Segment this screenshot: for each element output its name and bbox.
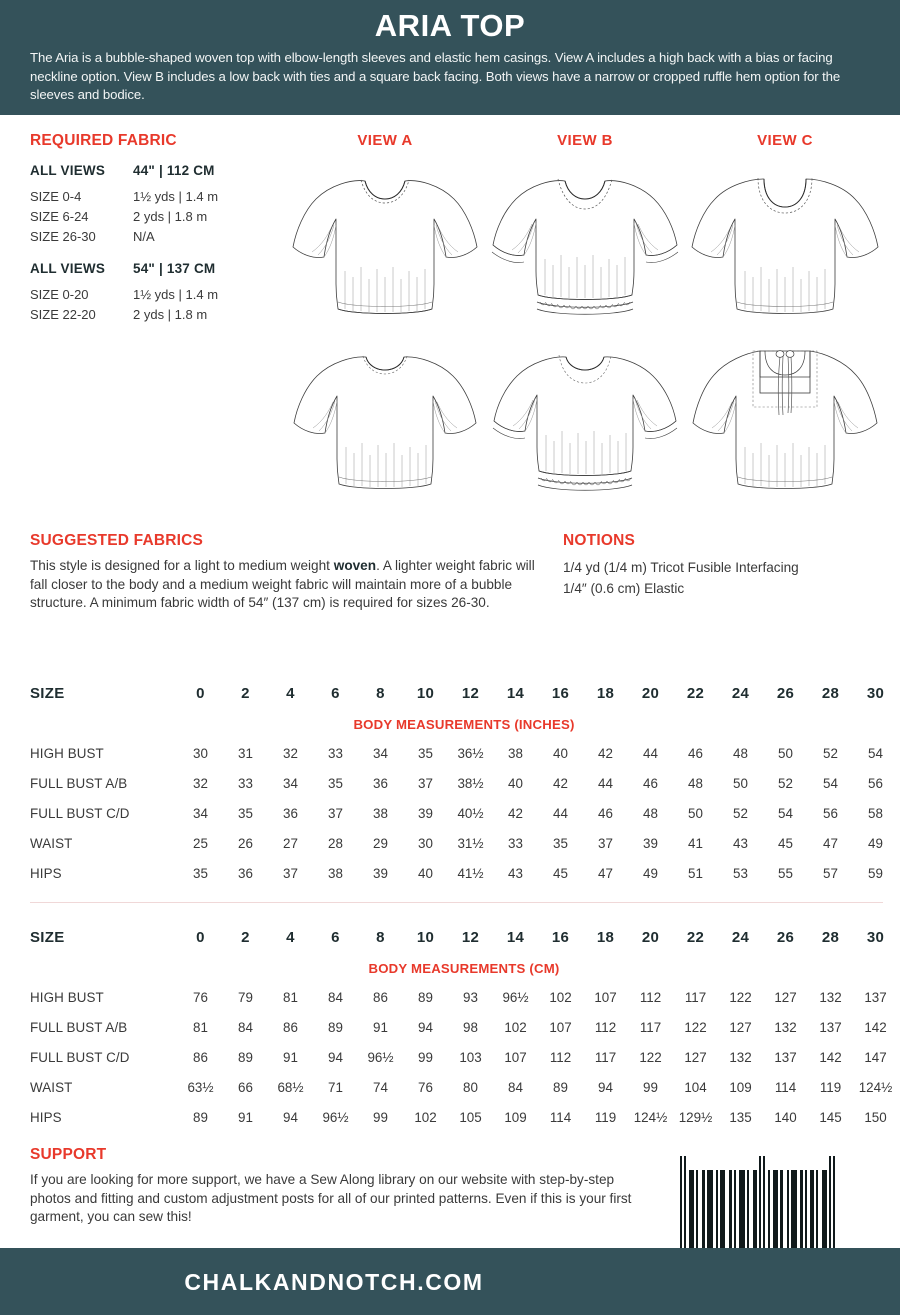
fabric-row [30, 285, 280, 305]
cell: 44 [553, 805, 568, 821]
cell: 37 [598, 835, 613, 851]
cell: 26 [238, 835, 253, 851]
page-title: ARIA TOP [374, 8, 526, 43]
view-label-b: VIEW B [557, 132, 613, 149]
table-row [30, 982, 898, 1012]
cell: 34 [283, 775, 298, 791]
size-col: 28 [821, 684, 840, 702]
cell: 122 [684, 1019, 707, 1035]
suggested-fabrics-heading: SUGGESTED FABRICS [30, 532, 204, 549]
size-col: 0 [196, 684, 205, 702]
cell: 40 [508, 775, 523, 791]
cell: 47 [598, 865, 613, 881]
table-row [30, 768, 898, 798]
cell: 81 [283, 989, 298, 1005]
size-col: 12 [461, 928, 480, 946]
cell: 51 [688, 865, 703, 881]
size-col: 20 [641, 928, 660, 946]
top-line-drawing-c-front [690, 159, 880, 329]
notions-heading: NOTIONS [563, 532, 636, 549]
size-col: 14 [506, 928, 525, 946]
size-column-label: SIZE [30, 928, 65, 946]
cell: 127 [729, 1019, 752, 1035]
size-col: 24 [731, 928, 750, 946]
cell: 91 [283, 1049, 298, 1065]
cell: 145 [819, 1109, 842, 1125]
cell: 46 [598, 805, 613, 821]
fabric-group-label: ALL VIEWS [30, 261, 106, 276]
suggested-fabrics-text [30, 557, 535, 613]
suggested-fabrics-section [30, 532, 535, 613]
size-col: 10 [416, 928, 435, 946]
support-section [30, 1146, 650, 1227]
cell: 84 [328, 989, 343, 1005]
fabric-size-range: SIZE 22-20 [30, 307, 96, 322]
cell: 109 [504, 1109, 527, 1125]
cell: 57 [823, 865, 838, 881]
cell: 91 [238, 1109, 253, 1125]
cell: 129½ [678, 1109, 713, 1125]
suggested-text-after: . A lighter weight fabric will fall closer to the body and a medium weight fabric will maintain more of a bubble structure. A minimum fabric width of 54″ (137 cm) is required for sizes 26-30. [30, 558, 535, 611]
cell: 31½ [457, 835, 484, 851]
size-col: 2 [241, 928, 250, 946]
size-col: 4 [286, 684, 295, 702]
cell: 54 [868, 745, 883, 761]
fabric-group-header [30, 259, 280, 279]
fabric-size-range: SIZE 0-20 [30, 287, 89, 302]
measurement-label: WAIST [30, 1079, 73, 1095]
table-header-row [30, 676, 898, 710]
cell: 41 [688, 835, 703, 851]
notion-item: 1/4″ (0.6 cm) Elastic [563, 581, 685, 596]
cell: 132 [774, 1019, 797, 1035]
cell: 99 [373, 1109, 388, 1125]
cell: 114 [774, 1079, 797, 1095]
cell: 122 [729, 989, 752, 1005]
cell: 96½ [322, 1109, 349, 1125]
table-header-row [30, 920, 898, 954]
top-line-drawing-a-back [290, 337, 480, 502]
cell: 36 [373, 775, 388, 791]
cell: 76 [193, 989, 208, 1005]
cell: 84 [508, 1079, 523, 1095]
size-col: 22 [686, 684, 705, 702]
back-views-row [285, 337, 885, 502]
size-table-cm [30, 920, 893, 1132]
cell: 89 [553, 1079, 568, 1095]
cell: 33 [238, 775, 253, 791]
view-label-a: VIEW A [357, 132, 413, 149]
size-col: 8 [376, 928, 385, 946]
cell: 74 [373, 1079, 388, 1095]
front-views-row [285, 159, 885, 329]
cell: 105 [459, 1109, 482, 1125]
unit-header-label: BODY MEASUREMENTS (INCHES) [353, 716, 575, 732]
size-col: 16 [551, 928, 570, 946]
size-col: 18 [596, 928, 615, 946]
top-line-drawing-b-front [490, 159, 680, 329]
cell: 48 [643, 805, 658, 821]
top-line-drawing-c-back [690, 337, 880, 502]
cell: 25 [193, 835, 208, 851]
cell: 107 [549, 1019, 572, 1035]
cell: 53 [733, 865, 748, 881]
cell: 52 [733, 805, 748, 821]
cell: 76 [418, 1079, 433, 1095]
cell: 56 [823, 805, 838, 821]
top-line-drawing-a-front [290, 159, 480, 329]
size-col: 26 [776, 928, 795, 946]
cell: 34 [373, 745, 388, 761]
fabric-size-range: SIZE 6-24 [30, 209, 89, 224]
measurement-label: FULL BUST A/B [30, 1019, 128, 1035]
cell: 84 [238, 1019, 253, 1035]
cell: 39 [373, 865, 388, 881]
pattern-description: The Aria is a bubble-shaped woven top with elbow-length sleeves and elastic hem casings. View A includes a high back with a bias or facing neckline option. View B includes a low back with ties and a square back facing. Both views have a narrow or cropped ruffle hem option for the sleeves and bodice. [30, 50, 841, 102]
cell: 48 [688, 775, 703, 791]
cell: 36½ [457, 745, 484, 761]
size-col: 6 [331, 928, 340, 946]
table-row [30, 828, 898, 858]
fabric-yardage: 2 yds | 1.8 m [133, 307, 208, 322]
cell: 58 [868, 805, 883, 821]
cell: 50 [778, 745, 793, 761]
fabric-row [30, 187, 280, 207]
cell: 43 [508, 865, 523, 881]
measurement-label: WAIST [30, 835, 73, 851]
cell: 56 [868, 775, 883, 791]
size-col: 2 [241, 684, 250, 702]
view-label-row [285, 132, 885, 149]
cell: 94 [418, 1019, 433, 1035]
cell: 112 [594, 1019, 617, 1035]
cell: 35 [418, 745, 433, 761]
fabric-group-header [30, 161, 280, 181]
size-col: 24 [731, 684, 750, 702]
cell: 30 [418, 835, 433, 851]
cell: 33 [508, 835, 523, 851]
cell: 35 [328, 775, 343, 791]
table-row [30, 1102, 898, 1132]
cell: 103 [459, 1049, 482, 1065]
cell: 150 [864, 1109, 887, 1125]
support-heading: SUPPORT [30, 1146, 107, 1163]
cell: 32 [193, 775, 208, 791]
measurement-label: HIGH BUST [30, 989, 104, 1005]
cell: 37 [283, 865, 298, 881]
cell: 40 [418, 865, 433, 881]
cell: 147 [864, 1049, 887, 1065]
cell: 49 [868, 835, 883, 851]
view-c-back-figure [685, 337, 885, 502]
cell: 86 [283, 1019, 298, 1035]
table-row [30, 1012, 898, 1042]
cell: 117 [639, 1019, 662, 1035]
size-col: 30 [866, 928, 885, 946]
fabric-size-range: SIZE 0-4 [30, 189, 82, 204]
cell: 142 [864, 1019, 887, 1035]
cell: 98 [463, 1019, 478, 1035]
view-b-back-figure [485, 337, 685, 502]
cell: 122 [639, 1049, 662, 1065]
cell: 27 [283, 835, 298, 851]
size-col: 28 [821, 928, 840, 946]
size-table-inches [30, 676, 883, 888]
unit-header-row [30, 954, 898, 982]
cell: 135 [729, 1109, 752, 1125]
table-row [30, 1072, 898, 1102]
unit-header-label: BODY MEASUREMENTS (CM) [368, 960, 560, 976]
notions-section [563, 532, 883, 599]
cell: 80 [463, 1079, 478, 1095]
fabric-size-range: SIZE 26-30 [30, 229, 96, 244]
cell: 59 [868, 865, 883, 881]
size-col: 12 [461, 684, 480, 702]
unit-header-row [30, 710, 898, 738]
measurement-label: FULL BUST A/B [30, 775, 128, 791]
top-line-drawing-b-back [490, 337, 680, 502]
cell: 45 [778, 835, 793, 851]
suggested-text-bold: woven [333, 558, 377, 573]
size-col: 16 [551, 684, 570, 702]
cell: 36 [283, 805, 298, 821]
notion-item: 1/4 yd (1/4 m) Tricot Fusible Interfacing [563, 560, 799, 575]
table-row [30, 1042, 898, 1072]
cell: 137 [774, 1049, 797, 1065]
size-col: 0 [196, 928, 205, 946]
cell: 36 [238, 865, 253, 881]
measurement-label: HIPS [30, 865, 62, 881]
footer-bar [0, 1250, 900, 1315]
cell: 45 [553, 865, 568, 881]
fabric-row [30, 207, 280, 227]
cell: 48 [733, 745, 748, 761]
cell: 119 [594, 1109, 617, 1125]
cell: 89 [418, 989, 433, 1005]
cell: 38 [373, 805, 388, 821]
cell: 109 [729, 1079, 752, 1095]
cell: 99 [643, 1079, 658, 1095]
fabric-group-label: ALL VIEWS [30, 163, 106, 178]
cell: 30 [193, 745, 208, 761]
fabric-yardage: N/A [133, 229, 155, 244]
cell: 71 [328, 1079, 343, 1095]
size-col: 4 [286, 928, 295, 946]
fabric-row [30, 227, 280, 247]
cell: 132 [729, 1049, 752, 1065]
cell: 107 [504, 1049, 527, 1065]
fabric-yardage: 1½ yds | 1.4 m [133, 287, 219, 302]
cell: 43 [733, 835, 748, 851]
cell: 37 [328, 805, 343, 821]
cell: 94 [328, 1049, 343, 1065]
cell: 89 [328, 1019, 343, 1035]
cell: 102 [549, 989, 572, 1005]
size-col: 10 [416, 684, 435, 702]
view-illustrations-section [285, 132, 885, 502]
size-col: 6 [331, 684, 340, 702]
cell: 39 [418, 805, 433, 821]
cell: 68½ [277, 1079, 304, 1095]
cell: 93 [463, 989, 478, 1005]
cell: 55 [778, 865, 793, 881]
cell: 33 [328, 745, 343, 761]
cell: 137 [819, 1019, 842, 1035]
cell: 107 [594, 989, 617, 1005]
cell: 132 [819, 989, 842, 1005]
size-col: 14 [506, 684, 525, 702]
size-col: 18 [596, 684, 615, 702]
cell: 96½ [367, 1049, 394, 1065]
cell: 140 [774, 1109, 797, 1125]
cell: 124½ [633, 1109, 668, 1125]
cell: 54 [778, 805, 793, 821]
cell: 117 [594, 1049, 617, 1065]
cell: 37 [418, 775, 433, 791]
cell: 86 [373, 989, 388, 1005]
fabric-yardage: 2 yds | 1.8 m [133, 209, 208, 224]
cell: 94 [598, 1079, 613, 1095]
cell: 102 [414, 1109, 437, 1125]
cell: 99 [418, 1049, 433, 1065]
cell: 81 [193, 1019, 208, 1035]
measurement-label: FULL BUST C/D [30, 1049, 130, 1065]
table-divider [30, 902, 883, 903]
cell: 112 [639, 989, 662, 1005]
cell: 40½ [457, 805, 484, 821]
header-banner [0, 0, 900, 115]
fabric-yardage: 1½ yds | 1.4 m [133, 189, 219, 204]
cell: 38 [508, 745, 523, 761]
cell: 63½ [187, 1079, 214, 1095]
cell: 89 [193, 1109, 208, 1125]
fabric-row [30, 305, 280, 325]
cell: 117 [684, 989, 707, 1005]
table-row [30, 738, 898, 768]
cell: 35 [553, 835, 568, 851]
cell: 42 [508, 805, 523, 821]
size-col: 30 [866, 684, 885, 702]
size-column-label: SIZE [30, 684, 65, 702]
support-text: If you are looking for more support, we have a Sew Along library on our website with step-by-step photos and fitting and custom adjustment posts for all of our printed patterns. Even if this is your first garment, you can sew this! [30, 1172, 632, 1225]
required-fabric-section [30, 132, 280, 325]
cell: 28 [328, 835, 343, 851]
cell: 50 [688, 805, 703, 821]
cell: 46 [688, 745, 703, 761]
cell: 127 [684, 1049, 707, 1065]
cell: 127 [774, 989, 797, 1005]
cell: 39 [643, 835, 658, 851]
size-col: 22 [686, 928, 705, 946]
size-col: 26 [776, 684, 795, 702]
cell: 124½ [858, 1079, 893, 1095]
cell: 89 [238, 1049, 253, 1065]
cell: 86 [193, 1049, 208, 1065]
cell: 94 [283, 1109, 298, 1125]
cell: 38 [328, 865, 343, 881]
cell: 50 [733, 775, 748, 791]
cell: 47 [823, 835, 838, 851]
measurement-label: HIPS [30, 1109, 62, 1125]
view-a-front-figure [285, 159, 485, 329]
cell: 35 [238, 805, 253, 821]
cell: 32 [283, 745, 298, 761]
cell: 102 [504, 1019, 527, 1035]
measurement-label: FULL BUST C/D [30, 805, 130, 821]
table-row [30, 858, 898, 888]
cell: 142 [819, 1049, 842, 1065]
size-col: 8 [376, 684, 385, 702]
cell: 119 [819, 1079, 842, 1095]
cell: 44 [643, 745, 658, 761]
cell: 54 [823, 775, 838, 791]
cell: 104 [684, 1079, 707, 1095]
view-b-front-figure [485, 159, 685, 329]
cell: 112 [549, 1049, 572, 1065]
cell: 52 [823, 745, 838, 761]
cell: 137 [864, 989, 887, 1005]
cell: 31 [238, 745, 253, 761]
measurement-label: HIGH BUST [30, 745, 104, 761]
cell: 114 [549, 1109, 572, 1125]
cell: 96½ [502, 989, 529, 1005]
view-a-back-figure [285, 337, 485, 502]
view-label-c: VIEW C [757, 132, 813, 149]
size-col: 20 [641, 684, 660, 702]
view-c-front-figure [685, 159, 885, 329]
required-fabric-heading: REQUIRED FABRIC [30, 132, 177, 149]
cell: 49 [643, 865, 658, 881]
cell: 42 [553, 775, 568, 791]
cell: 44 [598, 775, 613, 791]
cell: 91 [373, 1019, 388, 1035]
table-row [30, 798, 898, 828]
cell: 66 [238, 1079, 253, 1095]
fabric-group-width: 44" | 112 CM [133, 163, 215, 178]
cell: 46 [643, 775, 658, 791]
cell: 34 [193, 805, 208, 821]
cell: 29 [373, 835, 388, 851]
cell: 41½ [457, 865, 484, 881]
cell: 38½ [457, 775, 484, 791]
fabric-group-width: 54" | 137 CM [133, 261, 216, 276]
cell: 35 [193, 865, 208, 881]
cell: 52 [778, 775, 793, 791]
cell: 40 [553, 745, 568, 761]
website-url[interactable]: CHALKANDNOTCH.COM [184, 1269, 484, 1295]
cell: 79 [238, 989, 253, 1005]
suggested-text-before: This style is designed for a light to medium weight [30, 558, 334, 573]
cell: 42 [598, 745, 613, 761]
